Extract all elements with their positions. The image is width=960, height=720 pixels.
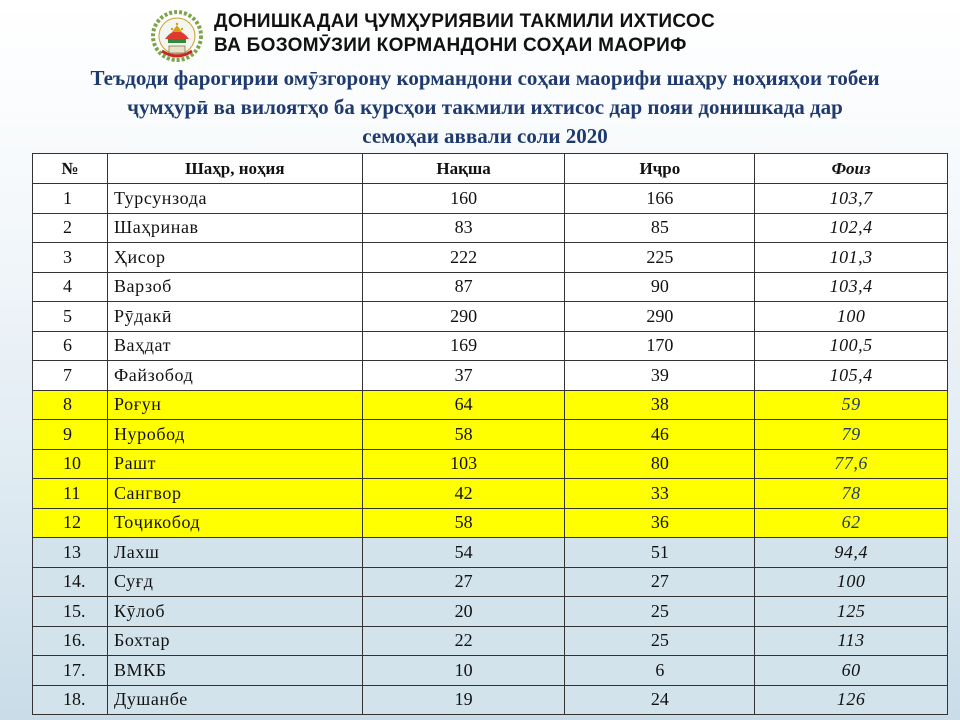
cell-percent: 100 xyxy=(755,567,948,597)
cell-number: 11 xyxy=(33,479,108,509)
coat-of-arms-icon xyxy=(148,5,206,63)
table-row xyxy=(33,272,948,302)
cell-city-district: ВМКБ xyxy=(107,656,362,686)
cell-city-district: Суғд xyxy=(107,567,362,597)
cell-plan: 58 xyxy=(362,420,565,450)
cell-number: 12 xyxy=(33,508,108,538)
cell-execution: 85 xyxy=(565,213,755,243)
cell-percent: 101,3 xyxy=(755,243,948,273)
cell-city-district: Тоҷикобод xyxy=(107,508,362,538)
cell-city-district: Рашт xyxy=(107,449,362,479)
cell-city-district: Сангвор xyxy=(107,479,362,509)
header xyxy=(148,6,715,62)
cell-execution: 166 xyxy=(565,184,755,214)
cell-number: 16. xyxy=(33,626,108,656)
title-line-1: Теъдоди фарогирии омӯзгорону кормандони соҳаи маорифи шаҳру ноҳияҳои тобеи xyxy=(90,66,880,90)
cell-number: 3 xyxy=(33,243,108,273)
cell-city-district: Нуробод xyxy=(107,420,362,450)
cell-plan: 87 xyxy=(362,272,565,302)
table-row xyxy=(33,361,948,391)
cell-execution: 25 xyxy=(565,597,755,627)
cell-percent: 79 xyxy=(755,420,948,450)
cell-city-district: Варзоб xyxy=(107,272,362,302)
cell-city-district: Лахш xyxy=(107,538,362,568)
page-title xyxy=(30,64,940,151)
cell-number: 18. xyxy=(33,685,108,715)
table-row xyxy=(33,213,948,243)
cell-percent: 100 xyxy=(755,302,948,332)
cell-percent: 125 xyxy=(755,597,948,627)
cell-plan: 160 xyxy=(362,184,565,214)
cell-percent: 103,4 xyxy=(755,272,948,302)
cell-number: 17. xyxy=(33,656,108,686)
cell-plan: 64 xyxy=(362,390,565,420)
cell-execution: 25 xyxy=(565,626,755,656)
cell-number: 15. xyxy=(33,597,108,627)
table-header-row xyxy=(33,154,948,184)
table-row xyxy=(33,626,948,656)
cell-percent: 105,4 xyxy=(755,361,948,391)
header-city-district: Шаҳр, ноҳия xyxy=(107,154,362,184)
header-plan: Нақша xyxy=(362,154,565,184)
cell-execution: 170 xyxy=(565,331,755,361)
table-row xyxy=(33,243,948,273)
org-line-1: ДОНИШКАДАИ ҶУМҲУРИЯВИИ ТАКМИЛИ ИХТИСОС xyxy=(214,11,716,32)
cell-city-district: Шаҳринав xyxy=(107,213,362,243)
cell-plan: 20 xyxy=(362,597,565,627)
cell-city-district: Рӯдакӣ xyxy=(107,302,362,332)
cell-percent: 62 xyxy=(755,508,948,538)
cell-number: 7 xyxy=(33,361,108,391)
cell-city-district: Душанбе xyxy=(107,685,362,715)
cell-number: 5 xyxy=(33,302,108,332)
cell-number: 1 xyxy=(33,184,108,214)
table-row xyxy=(33,184,948,214)
cell-plan: 37 xyxy=(362,361,565,391)
cell-execution: 24 xyxy=(565,685,755,715)
table-row xyxy=(33,567,948,597)
cell-city-district: Файзобод xyxy=(107,361,362,391)
cell-plan: 19 xyxy=(362,685,565,715)
title-line-3: семоҳаи аввали соли 2020 xyxy=(362,124,608,148)
cell-number: 13 xyxy=(33,538,108,568)
header-number: № xyxy=(33,154,108,184)
cell-number: 2 xyxy=(33,213,108,243)
cell-city-district: Роғун xyxy=(107,390,362,420)
cell-execution: 51 xyxy=(565,538,755,568)
cell-city-district: Турсунзода xyxy=(107,184,362,214)
cell-execution: 27 xyxy=(565,567,755,597)
header-execution: Иҷро xyxy=(565,154,755,184)
cell-number: 4 xyxy=(33,272,108,302)
org-line-2: ВА БОЗОМӮЗИИ КОРМАНДОНИ СОҲАИ МАОРИФ xyxy=(214,35,687,56)
cell-city-district: Ҳисор xyxy=(107,243,362,273)
cell-percent: 100,5 xyxy=(755,331,948,361)
table-row xyxy=(33,508,948,538)
cell-percent: 103,7 xyxy=(755,184,948,214)
cell-city-district: Ваҳдат xyxy=(107,331,362,361)
cell-plan: 222 xyxy=(362,243,565,273)
cell-percent: 59 xyxy=(755,390,948,420)
cell-execution: 90 xyxy=(565,272,755,302)
table-body xyxy=(33,184,948,715)
cell-plan: 10 xyxy=(362,656,565,686)
data-table xyxy=(32,153,948,715)
header-percent: Фоиз xyxy=(755,154,948,184)
cell-plan: 103 xyxy=(362,449,565,479)
cell-number: 14. xyxy=(33,567,108,597)
cell-execution: 36 xyxy=(565,508,755,538)
cell-plan: 58 xyxy=(362,508,565,538)
table-row xyxy=(33,302,948,332)
cell-number: 8 xyxy=(33,390,108,420)
cell-number: 6 xyxy=(33,331,108,361)
cell-plan: 83 xyxy=(362,213,565,243)
cell-percent: 77,6 xyxy=(755,449,948,479)
table-row xyxy=(33,597,948,627)
cell-execution: 80 xyxy=(565,449,755,479)
cell-execution: 39 xyxy=(565,361,755,391)
cell-plan: 54 xyxy=(362,538,565,568)
table-row xyxy=(33,479,948,509)
cell-percent: 126 xyxy=(755,685,948,715)
table-row xyxy=(33,656,948,686)
cell-number: 9 xyxy=(33,420,108,450)
cell-percent: 113 xyxy=(755,626,948,656)
table-row xyxy=(33,685,948,715)
cell-execution: 46 xyxy=(565,420,755,450)
cell-execution: 225 xyxy=(565,243,755,273)
cell-execution: 6 xyxy=(565,656,755,686)
cell-plan: 169 xyxy=(362,331,565,361)
title-line-2: ҷумҳурӣ ва вилоятҳо ба курсҳои такмили ихтисос дар пояи донишкада дар xyxy=(127,95,843,119)
cell-plan: 290 xyxy=(362,302,565,332)
cell-city-district: Бохтар xyxy=(107,626,362,656)
cell-percent: 78 xyxy=(755,479,948,509)
organization-name xyxy=(214,10,715,58)
cell-percent: 60 xyxy=(755,656,948,686)
cell-plan: 27 xyxy=(362,567,565,597)
cell-execution: 33 xyxy=(565,479,755,509)
cell-plan: 42 xyxy=(362,479,565,509)
table-row xyxy=(33,449,948,479)
cell-execution: 38 xyxy=(565,390,755,420)
cell-percent: 94,4 xyxy=(755,538,948,568)
cell-percent: 102,4 xyxy=(755,213,948,243)
cell-execution: 290 xyxy=(565,302,755,332)
cell-number: 10 xyxy=(33,449,108,479)
cell-plan: 22 xyxy=(362,626,565,656)
table-row xyxy=(33,420,948,450)
cell-city-district: Кӯлоб xyxy=(107,597,362,627)
table-row xyxy=(33,390,948,420)
table-row xyxy=(33,331,948,361)
table-row xyxy=(33,538,948,568)
